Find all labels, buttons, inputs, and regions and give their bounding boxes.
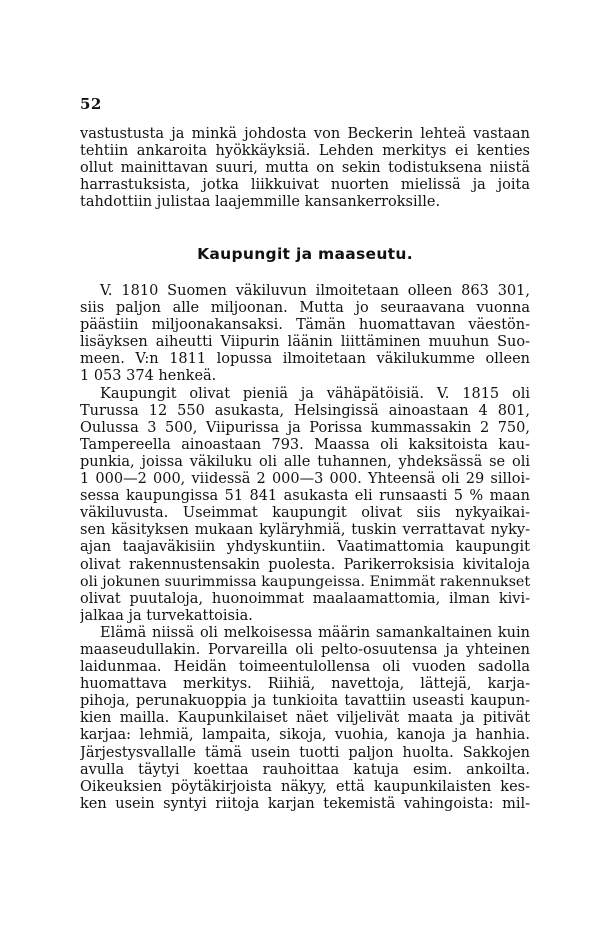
body-line: 1 000—2 000, viidessä 2 000—3 000. Yhteensä oli 29 silloi- <box>80 471 530 488</box>
body-line: meen. V:n 1811 lopussa ilmoitetaan väkilukumme olleen <box>80 351 530 368</box>
body-line: maaseudullakin. Porvareilla oli pelto-osuutensa ja yhteinen <box>80 641 530 658</box>
body-line: ajan taajaväkisiin yhdyskuntiin. Vaatimattomia kaupungit <box>80 539 530 556</box>
body-line: oli jokunen suurimmissa kaupungeissa. Enimmät rakennukset <box>80 573 530 590</box>
intro-line: tehtiin ankaroita hyökkäyksiä. Lehden merkitys ei kenties <box>80 143 530 160</box>
body-line: Järjestysvallalle tämä usein tuotti paljon huolta. Sakkojen <box>80 744 530 761</box>
body-line: V. 1810 Suomen väkiluvun ilmoitetaan olleen 863 301, <box>100 283 530 299</box>
body-line: päästiin miljoonakansaksi. Tämän huomattavan väestön- <box>80 317 530 334</box>
body-line: väkiluvusta. Useimmat kaupungit olivat siis nykyaikai- <box>80 505 530 522</box>
body-text <box>80 283 530 813</box>
body-line: pihoja, perunakuoppia ja tunkioita tavattiin useasti kaupun- <box>80 693 530 710</box>
intro-line: tahdottiin julistaa laajemmille kansankerroksille. <box>80 194 441 211</box>
body-line: sessa kaupungissa 51 841 asukasta eli runsaasti 5 % maan <box>80 488 530 505</box>
intro-line: ollut mainittavan suuri, mutta on sekin todistuksena niistä <box>80 160 530 177</box>
body-line: Oikeuksien pöytäkirjoista näkyy, että kaupunkilaisten kes- <box>80 778 530 795</box>
body-line: Turussa 12 550 asukasta, Helsingissä ainoastaan 4 801, <box>80 402 530 419</box>
page-number: 52 <box>80 95 102 113</box>
body-line: Tampereella ainoastaan 793. Maassa oli kaksitoista kau- <box>80 436 530 453</box>
body-line: karjaa: lehmiä, lampaita, sikoja, vuohia, kanoja ja hanhia. <box>80 727 530 744</box>
body-line: huomattava merkitys. Riihiä, navettoja, lättejä, karja- <box>80 676 530 693</box>
body-line: avulla täytyi koettaa rauhoittaa katuja esim. ankoilta. <box>80 761 530 778</box>
body-line: kien mailla. Kaupunkilaiset näet viljelivät maata ja pitivät <box>80 710 530 727</box>
body-line: lisäyksen aiheutti Viipurin läänin liittäminen muuhun Suo- <box>80 334 530 351</box>
body-line: olivat rakennustensakin puolesta. Parikerroksisia kivitaloja <box>80 556 530 573</box>
body-line: Kaupungit olivat pieniä ja vähäpätöisiä. V. 1815 oli <box>100 385 530 402</box>
body-line: siis paljon alle miljoonan. Mutta jo seuraavana vuonna <box>80 300 530 317</box>
section-heading: Kaupungit ja maaseutu. <box>197 245 413 263</box>
body-line: laidunmaa. Heidän toimeentulollensa oli vuoden sadolla <box>80 659 530 676</box>
body-line: Elämä niissä oli melkoisessa määrin samankaltainen kuin <box>100 624 530 641</box>
body-line: jalkaa ja turvekattoisia. <box>80 607 253 624</box>
body-line: ken usein syntyi riitoja karjan tekemistä vahingoista: mil- <box>80 795 530 812</box>
intro-line: vastustusta ja minkä johdosta von Beckerin lehteä vastaan <box>80 126 530 142</box>
body-line: olivat puutaloja, huonoimmat maalaamattomia, ilman kivi- <box>80 590 530 607</box>
body-line: sen käsityksen mukaan kyläryhmiä, tuskin verrattavat nyky- <box>80 522 530 539</box>
body-line: Oulussa 3 500, Viipurissa ja Porissa kummassakin 2 750, <box>80 419 530 436</box>
intro-paragraph <box>80 126 530 211</box>
intro-line: harrastuksista, jotka liikkuivat nuorten mielissä ja joita <box>80 177 530 194</box>
body-line: punkia, joissa väkiluku oli alle tuhannen, yhdeksässä se oli <box>80 453 530 470</box>
body-line: 1 053 374 henkeä. <box>80 368 217 385</box>
